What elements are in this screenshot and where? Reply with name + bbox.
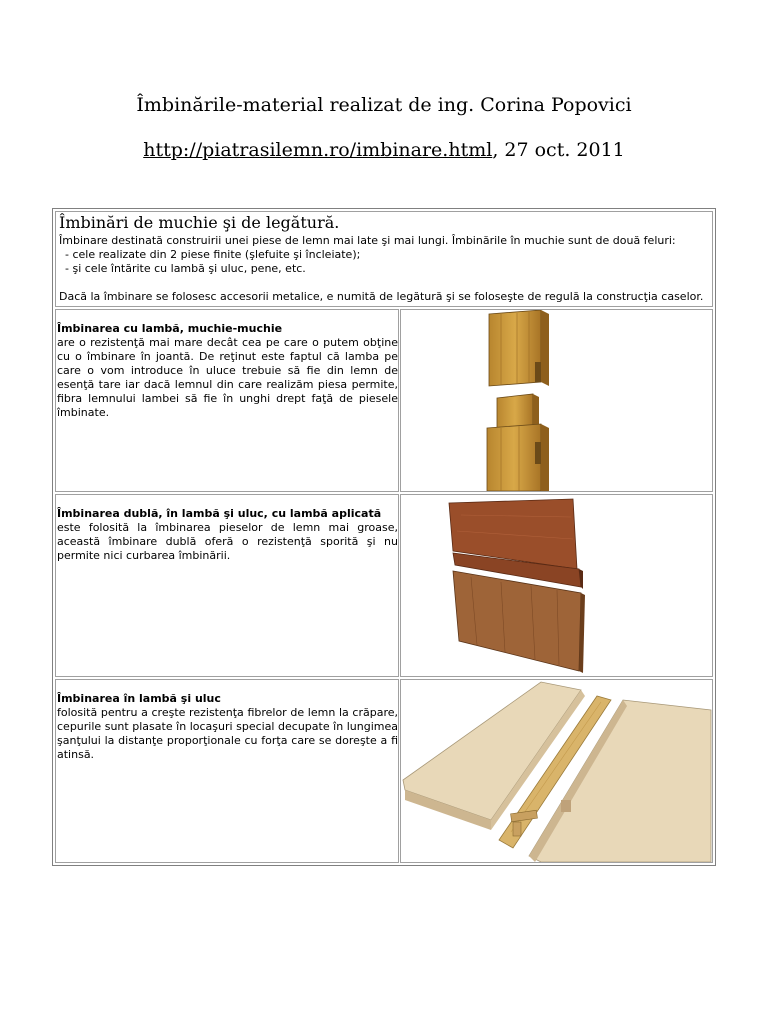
- source-date: , 27 oct. 2011: [492, 139, 625, 161]
- intro-list-item: - şi cele întărite cu lambă şi uluc, pene, etc.: [65, 262, 306, 275]
- row-image-cell: [400, 309, 713, 492]
- source-link[interactable]: http://piatrasilemn.ro/imbinare.html: [143, 139, 493, 161]
- row-description: are o rezistenţă mai mare decât cea pe care o putem obţine cu o îmbinare în joantă. De reţinut este faptul că lamba pe care o vom introduce în uluce trebuie să fie din lemn de esenţă tare iar dacă lemnul din care realizăm piesa permite, fibra lemnului lambei să fie în unghi drept faţă de piesele îmbinate.: [57, 336, 398, 419]
- document-source: [0, 137, 768, 163]
- double-tongue-joint-illustration-icon: [401, 495, 712, 676]
- intro-list-item: - cele realizate din 2 piese finite (şlefuite şi încleiate);: [65, 248, 361, 261]
- intro-note: Dacă la îmbinare se folosesc accesorii metalice, e numită de legătură şi se foloseşte de regulă la construcţia caselor.: [59, 290, 704, 303]
- joints-table: [52, 208, 716, 866]
- intro-description: Îmbinare destinată construirii unei piese de lemn mai late şi mai lungi. Îmbinările în muchie sunt de două feluri:: [59, 234, 676, 247]
- row-heading: Îmbinarea în lambă şi uluc: [57, 692, 221, 705]
- tongue-joint-illustration-icon: [401, 310, 712, 491]
- row-heading: Îmbinarea cu lambă, muchie-muchie: [57, 322, 283, 335]
- row-description: folosită pentru a creşte rezistenţa fibrelor de lemn la crăpare, cepurile sunt plasate în locaşuri special decupate în lungimea şanţului la distanţe proporţionale cu forţa care se doreşte a fi atinsă.: [57, 706, 398, 761]
- row-text-cell: [55, 309, 399, 492]
- row-text-cell: [55, 494, 399, 677]
- row-heading: Îmbinarea dublă, în lambă şi uluc, cu lambă aplicată: [57, 507, 382, 520]
- document-title: Îmbinările-material realizat de ing. Corina Popovici: [136, 94, 632, 116]
- row-image-cell: [400, 494, 713, 677]
- row-text-cell: [55, 679, 399, 863]
- row-description: este folosită la îmbinarea pieselor de lemn mai groase, această îmbinare dublă oferă o rezistenţă sporită şi nu permite nici curbarea îmbinării.: [57, 521, 398, 562]
- intro-text: [59, 234, 709, 276]
- intro-cell: [55, 211, 713, 307]
- intro-heading: Îmbinări de muchie şi de legătură.: [59, 213, 340, 232]
- tongue-groove-pegs-illustration-icon: [401, 680, 712, 862]
- row-image-cell: [400, 679, 713, 863]
